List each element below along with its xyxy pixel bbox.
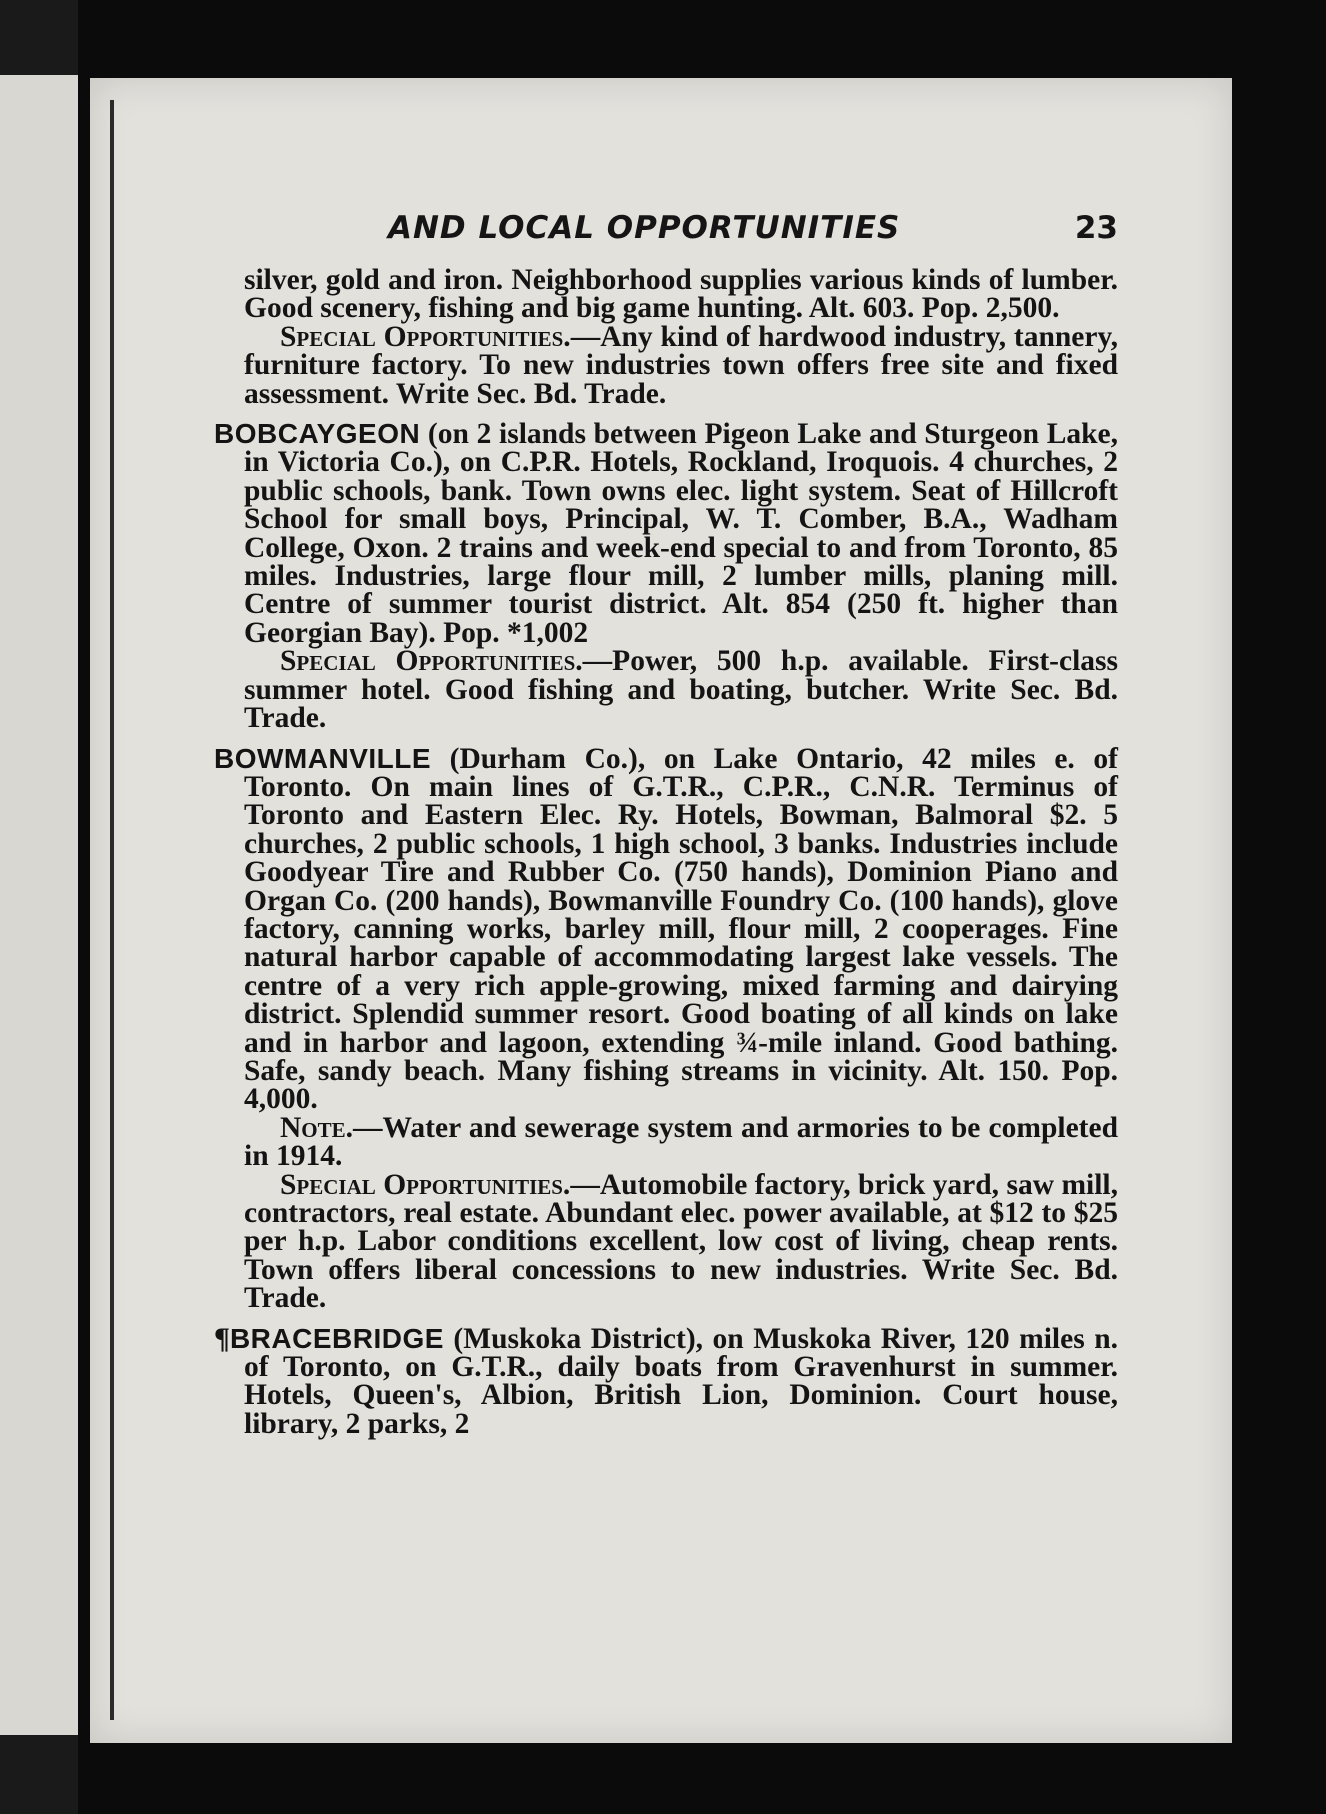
bowmanville-note-text: —Water and sewerage system and armories to be completed in 1914. xyxy=(244,1111,1118,1173)
entry-text-bobcaygeon: (on 2 islands between Pigeon Lake and Sturgeon Lake, in Victoria Co.), on C.P.R. Hotels, Rockland, Iroquois. 4 churches, 2 public schools, bank. Town owns elec. light system. Seat of Hillcroft School for small boys, Principal, W. T. Comber, B.A., Wadham College, Oxon. 2 trains and week-end special to and from Toronto, 85 miles. Industries, large flour mill, 2 lumber mills, planing mill. Centre of summer tourist district. Alt. 854 (250 ft. higher than Georgian Bay). Pop. *1,002 xyxy=(244,418,1118,649)
page-header xyxy=(388,210,1118,256)
bowmanville-note-paragraph xyxy=(244,1111,1118,1173)
special-opportunities-text: —Any kind of hardwood industry, tannery, furniture factory. To new industries town offers free site and fixed assessment. Write Sec. Bd. Trade. xyxy=(244,320,1118,410)
entry-name-bowmanville: BOWMANVILLE xyxy=(214,742,432,774)
page-gutter-line xyxy=(110,100,114,1720)
bobcaygeon-special-text: —Power, 500 h.p. available. First-class summer hotel. Good fishing and boating, butcher. Write Sec. Bd. Trade. xyxy=(244,645,1118,735)
bowmanville-special-text: —Automobile factory, brick yard, saw mill, contractors, real estate. Abundant elec. power available, at $12 to $25 per h.p. Labor conditions excellent, low cost of living, cheap rents. Town offers liberal concessions to new industries. Write Sec. Bd. Trade. xyxy=(244,1168,1118,1315)
entry-text-bracebridge: (Muskoka District), on Muskoka River, 120 miles n. of Toronto, on G.T.R., daily boats from Gravenhurst in summer. Hotels, Queen's, Albion, British Lion, Dominion. Court house, library, 2 parks, 2 xyxy=(244,1322,1118,1440)
entry-bobcaygeon xyxy=(214,418,1118,649)
bowmanville-special-paragraph xyxy=(244,1168,1118,1315)
special-opportunities-paragraph xyxy=(244,320,1118,410)
entry-bracebridge xyxy=(214,1322,1118,1440)
adjacent-page xyxy=(0,75,78,1735)
entry-name-bobcaygeon: BOBCAYGEON xyxy=(214,418,421,450)
page-number: 23 xyxy=(1074,210,1118,246)
bobcaygeon-special-paragraph xyxy=(244,645,1118,735)
paragraph-continued: silver, gold and iron. Neighborhood supplies various kinds of lumber. Good scenery, fishing and big game hunting. Alt. 603. Pop. 2,500. xyxy=(244,264,1118,325)
special-opportunities-label: Special Opportunities. xyxy=(280,320,571,353)
pilcrow-mark: ¶ xyxy=(214,1322,230,1355)
entry-text-bowmanville: (Durham Co.), on Lake Ontario, 42 miles e. of Toronto. On main lines of G.T.R., C.P.R., C.N.R. Terminus of Toronto and Eastern Elec. Ry. Hotels, Bowman, Balmoral $2. 5 churches, 2 public schools, 1 high school, 3 banks. Industries include Goodyear Tire and Rubber Co. (750 hands), Dominion Piano and Organ Co. (200 hands), Bowmanville Foundry Co. (100 hands), glove factory, canning works, barley mill, flour mill, 2 cooperages. Fine natural harbor capable of accommodating largest lake vessels. The centre of a very rich apple-growing, mixed farming and dairying district. Splendid summer resort. Good boating of all kinds on lake and in harbor and lagoon, extending ¾-mile inland. Good bathing. Safe, sandy beach. Many fishing streams in vicinity. Alt. 150. Pop. 4,000. xyxy=(244,742,1118,1116)
entry-bowmanville xyxy=(214,742,1118,1116)
bobcaygeon-special-label: Special Opportunities. xyxy=(280,645,583,678)
body-text xyxy=(214,264,1118,1440)
entry-name-bracebridge: BRACEBRIDGE xyxy=(229,1322,444,1354)
running-head: AND LOCAL OPPORTUNITIES xyxy=(388,210,901,246)
bowmanville-special-label: Special Opportunities. xyxy=(280,1168,571,1201)
bowmanville-note-label: Note. xyxy=(280,1111,354,1144)
